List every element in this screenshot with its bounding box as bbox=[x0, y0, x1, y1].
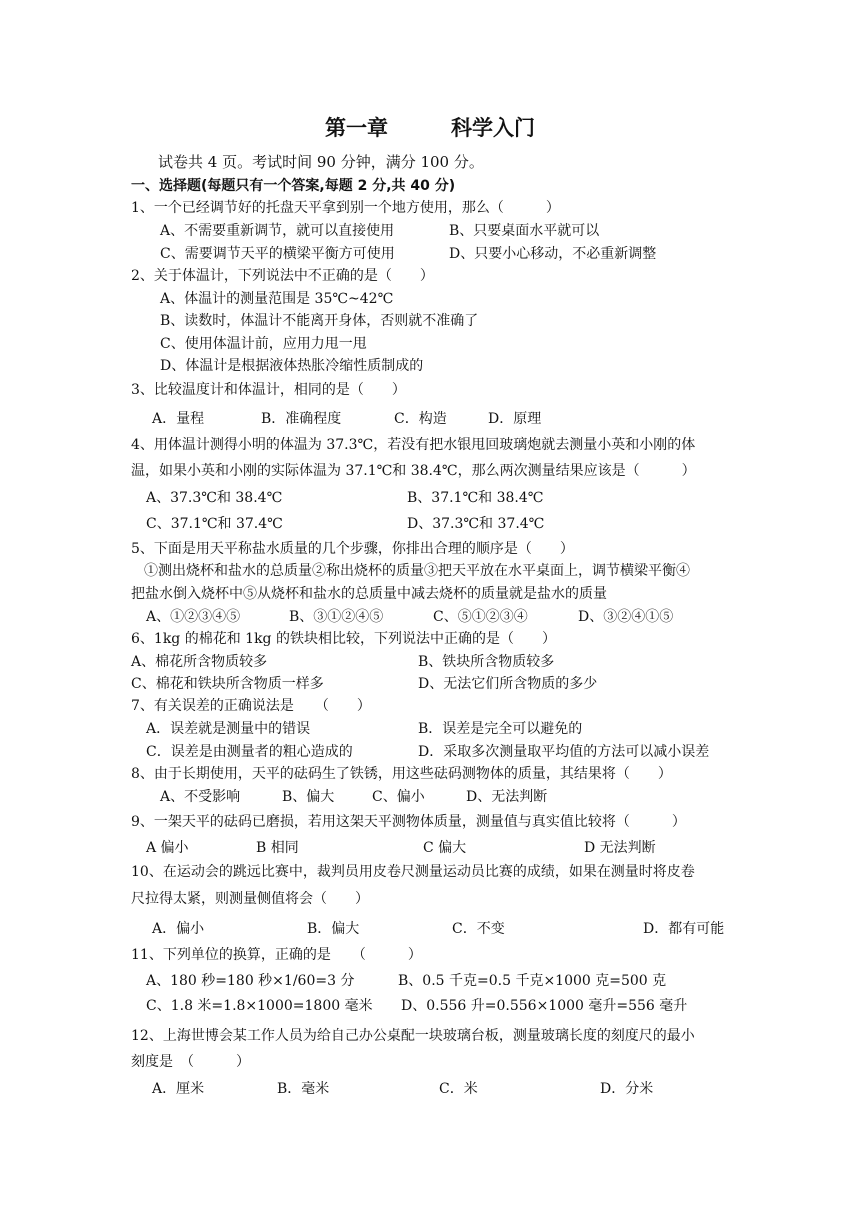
page-title: 第一章 科学入门 bbox=[325, 116, 535, 140]
question-steps-line2: 把盐水倒入烧杯中⑤从烧杯和盐水的总质量中减去烧杯的质量就是盐水的质量 bbox=[131, 586, 607, 602]
question-stem: 5、下面是用天平称盐水质量的几个步骤，你排出合理的顺序是（ ） bbox=[131, 541, 574, 557]
option-b: B．准确程度 bbox=[261, 411, 342, 427]
question-stem: 8、由于长期使用，天平的砝码生了铁锈，用这些砝码测物体的质量，其结果将（ ） bbox=[131, 766, 672, 782]
option-a: A、不受影响 bbox=[160, 789, 241, 805]
option-d: D、③②④①⑤ bbox=[578, 609, 674, 625]
question-stem-line2: 尺拉得太紧，则测量侧值将会（ ） bbox=[131, 891, 369, 907]
option-c: C．误差是由测量者的粗心造成的 bbox=[146, 744, 353, 760]
option-a: A、棉花所含物质较多 bbox=[131, 654, 268, 670]
option-a: A 偏小 bbox=[146, 840, 189, 856]
option-a: A、180 秒=180 秒×1/60=3 分 bbox=[146, 973, 355, 989]
question-stem-line2: 温，如果小英和小刚的实际体温为 37.1℃和 38.4℃，那么两次测量结果应该是（ ） bbox=[131, 463, 696, 479]
option-c: C、偏小 bbox=[372, 789, 425, 805]
option-d: D．原理 bbox=[488, 411, 542, 427]
option-d: D、体温计是根据液体热胀冷缩性质制成的 bbox=[160, 358, 424, 374]
option-a: A．偏小 bbox=[152, 921, 205, 937]
option-a: A、不需要重新调节，就可以直接使用 bbox=[160, 223, 395, 239]
option-a: A．量程 bbox=[152, 411, 205, 427]
option-c: C、⑤①②③④ bbox=[433, 609, 528, 625]
option-b: B．毫米 bbox=[277, 1081, 330, 1097]
option-a: A、体温计的测量范围是 35℃~42℃ bbox=[160, 291, 394, 307]
option-c: C、1.8 米=1.8×1000=1800 毫米 bbox=[146, 998, 373, 1014]
exam-note: 试卷共 4 页。考试时间 90 分钟，满分 100 分。 bbox=[158, 153, 484, 171]
option-c: C．不变 bbox=[452, 921, 505, 937]
question-stem: 7、有关误差的正确说法是 （ ） bbox=[131, 698, 371, 714]
option-c: C．米 bbox=[439, 1081, 478, 1097]
question-stem: 6、1kg 的棉花和 1kg 的铁块相比较，下列说法中正确的是（ ） bbox=[131, 631, 556, 647]
option-d: D．都有可能 bbox=[643, 921, 725, 937]
option-b: B、只要桌面水平就可以 bbox=[449, 223, 600, 239]
option-c: C、需要调节天平的横梁平衡方可使用 bbox=[160, 246, 395, 262]
option-d: D、37.3℃和 37.4℃ bbox=[407, 516, 545, 532]
question-stem-line2: 刻度是 （ ） bbox=[131, 1054, 250, 1070]
option-c: C、37.1℃和 37.4℃ bbox=[146, 516, 283, 532]
option-c: C、棉花和铁块所含物质一样多 bbox=[131, 676, 324, 692]
option-d: D、无法判断 bbox=[466, 789, 548, 805]
option-c: C．构造 bbox=[394, 411, 447, 427]
option-b: B、读数时，体温计不能离开身体，否则就不准确了 bbox=[160, 313, 479, 329]
option-b: B 相同 bbox=[256, 840, 299, 856]
question-stem: 9、一架天平的砝码已磨损，若用这架天平测物体质量，测量值与真实值比较将（ ） bbox=[131, 814, 686, 830]
question-stem: 3、比较温度计和体温计，相同的是（ ） bbox=[131, 382, 406, 398]
option-d: D．采取多次测量取平均值的方法可以减小误差 bbox=[418, 744, 710, 760]
option-a: A、①②③④⑤ bbox=[146, 609, 241, 625]
option-c: C、使用体温计前，应用力甩一甩 bbox=[160, 336, 367, 352]
option-b: B、37.1℃和 38.4℃ bbox=[407, 490, 544, 506]
question-steps-line1: ①测出烧杯和盐水的总质量②称出烧杯的质量③把天平放在水平桌面上，调节横梁平衡④ bbox=[144, 563, 690, 579]
option-b: B．误差是完全可以避免的 bbox=[418, 721, 583, 737]
option-a: A、37.3℃和 38.4℃ bbox=[146, 490, 283, 506]
option-b: B．偏大 bbox=[307, 921, 360, 937]
question-stem-line1: 4、用体温计测得小明的体温为 37.3℃，若没有把水银甩回玻璃炮就去测量小英和小刚的体 bbox=[131, 437, 696, 453]
question-stem: 1、一个已经调节好的托盘天平拿到别一个地方使用，那么（ ） bbox=[131, 200, 560, 216]
option-b: B、0.5 千克=0.5 千克×1000 克=500 克 bbox=[398, 973, 667, 989]
option-d: D、无法它们所含物质的多少 bbox=[418, 676, 598, 692]
option-d: D．分米 bbox=[600, 1081, 654, 1097]
section-heading: 一、选择题(每题只有一个答案,每题 2 分,共 40 分) bbox=[131, 178, 456, 194]
option-b: B、偏大 bbox=[282, 789, 335, 805]
option-c: C 偏大 bbox=[423, 840, 467, 856]
option-b: B、③①②④⑤ bbox=[289, 609, 384, 625]
question-stem-line1: 10、在运动会的跳远比赛中，裁判员用皮卷尺测量运动员比赛的成绩，如果在测量时将皮卷 bbox=[131, 864, 695, 880]
option-d: D、只要小心移动，不必重新调整 bbox=[449, 246, 657, 262]
option-b: B、铁块所含物质较多 bbox=[418, 654, 555, 670]
option-a: A．厘米 bbox=[152, 1081, 205, 1097]
option-a: A．误差就是测量中的错误 bbox=[146, 721, 311, 737]
question-stem-line1: 12、上海世博会某工作人员为给自己办公桌配一块玻璃台板，测量玻璃长度的刻度尺的最小 bbox=[131, 1028, 695, 1044]
question-stem: 2、关于体温计，下列说法中不正确的是（ ） bbox=[131, 268, 434, 284]
question-stem: 11、下列单位的换算，正确的是 （ ） bbox=[131, 947, 422, 963]
option-d: D 无法判断 bbox=[584, 840, 656, 856]
option-d: D、0.556 升=0.556×1000 毫升=556 毫升 bbox=[401, 998, 688, 1014]
